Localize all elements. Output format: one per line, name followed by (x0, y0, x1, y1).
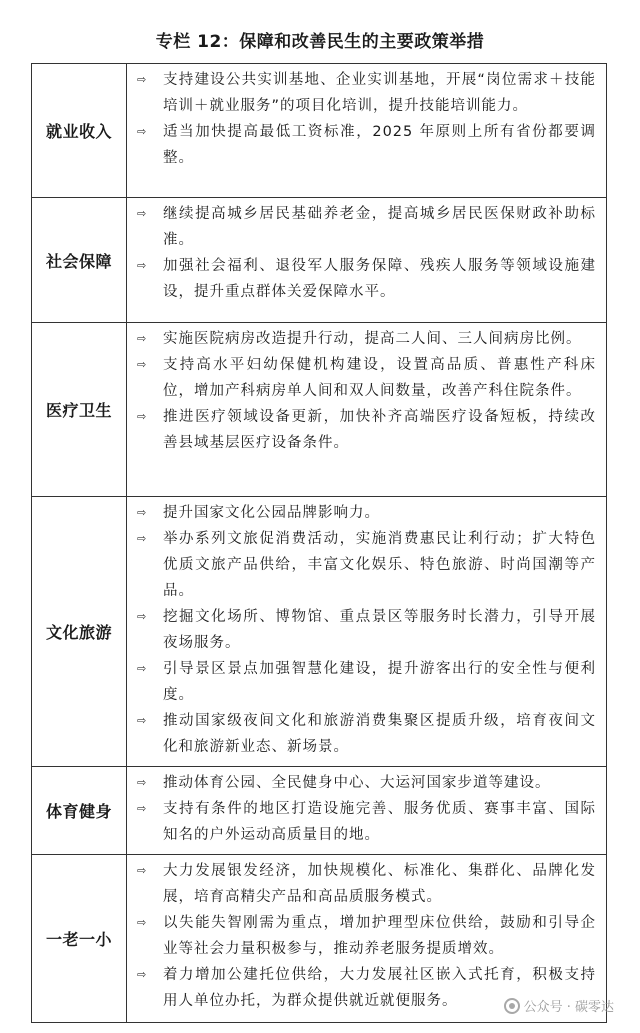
policy-item (137, 526, 596, 604)
section-row (32, 323, 607, 497)
policy-item-text: 实施医院病房改造提升行动，提高二人间、三人间病房比例。 (163, 331, 582, 347)
policy-item-text: 挖掘文化场所、博物馆、重点景区等服务时长潜力，引导开展夜场服务。 (163, 609, 596, 651)
policy-item (137, 253, 596, 305)
policy-item-text: 适当加快提高最低工资标准，2025 年原则上所有省份都要调整。 (163, 124, 596, 166)
policy-item-text: 引导景区景点加强智慧化建设，提升游客出行的安全性与便利度。 (163, 661, 596, 703)
arrow-bullet-icon: ⇨ (137, 125, 147, 138)
section-row (32, 64, 607, 198)
category-label: 医疗卫生 (32, 323, 127, 497)
policy-item-text: 加强社会福利、退役军人服务保障、残疾人服务等领域设施建设，提升重点群体关爱保障水平。 (163, 258, 596, 300)
policy-item-text: 大力发展银发经济，加快规模化、标准化、集群化、品牌化发展，培育高精尖产品和高品质服务模式。 (163, 863, 596, 905)
policy-item-text: 举办系列文旅促消费活动，实施消费惠民让利行动；扩大特色优质文旅产品供给，丰富文化娱乐、特色旅游、时尚国潮等产品。 (163, 531, 596, 599)
arrow-bullet-icon: ⇨ (137, 864, 147, 877)
policy-item-text: 提升国家文化公园品牌影响力。 (163, 505, 380, 521)
policy-item (137, 352, 596, 404)
category-label: 社会保障 (32, 198, 127, 323)
arrow-bullet-icon: ⇨ (137, 714, 147, 727)
watermark-text: 公众号 · 碳零达 (523, 1000, 614, 1015)
arrow-bullet-icon: ⇨ (137, 73, 147, 86)
arrow-bullet-icon: ⇨ (137, 776, 147, 789)
page-title: 专栏 12：保障和改善民生的主要政策举措 (155, 32, 485, 52)
policy-item (137, 858, 596, 910)
wechat-logo-icon (504, 998, 520, 1014)
section-row (32, 497, 607, 767)
policy-item-text: 继续提高城乡居民基础养老金，提高城乡居民医保财政补助标准。 (163, 206, 596, 248)
policy-item (137, 796, 596, 848)
policy-item-text: 支持高水平妇幼保健机构建设，设置高品质、普惠性产科床位，增加产科病房单人间和双人间数量，改善产科住院条件。 (163, 357, 596, 399)
policy-item-text: 推进医疗领域设备更新，加快补齐高端医疗设备短板，持续改善县域基层医疗设备条件。 (163, 409, 596, 451)
arrow-bullet-icon: ⇨ (137, 610, 147, 623)
category-label: 就业收入 (32, 64, 127, 198)
policy-item (137, 500, 596, 526)
policy-table-body (32, 64, 607, 1023)
arrow-bullet-icon: ⇨ (137, 506, 147, 519)
policy-items (127, 64, 607, 198)
policy-item (137, 604, 596, 656)
policy-item-text: 推动国家级夜间文化和旅游消费集聚区提质升级，培育夜间文化和旅游新业态、新场景。 (163, 713, 596, 755)
policy-item (137, 67, 596, 119)
policy-items (127, 198, 607, 323)
policy-items (127, 323, 607, 497)
arrow-bullet-icon: ⇨ (137, 207, 147, 220)
category-label: 体育健身 (32, 767, 127, 855)
policy-item-text: 推动体育公园、全民健身中心、大运河国家步道等建设。 (163, 775, 551, 791)
category-label: 文化旅游 (32, 497, 127, 767)
policy-item-text: 以失能失智刚需为重点，增加护理型床位供给，鼓励和引导企业等社会力量积极参与，推动养老服务提质增效。 (163, 915, 596, 957)
policy-item (137, 404, 596, 456)
policy-item (137, 201, 596, 253)
policy-item (137, 326, 596, 352)
arrow-bullet-icon: ⇨ (137, 259, 147, 272)
watermark (504, 996, 614, 1015)
policy-item (137, 708, 596, 760)
arrow-bullet-icon: ⇨ (137, 410, 147, 423)
policy-item (137, 910, 596, 962)
policy-table (31, 63, 607, 1023)
policy-item-text: 着力增加公建托位供给，大力发展社区嵌入式托育，积极支持用人单位办托，为群众提供就近就便服务。 (163, 967, 596, 1009)
section-row (32, 198, 607, 323)
category-label: 一老一小 (32, 855, 127, 1023)
arrow-bullet-icon: ⇨ (137, 358, 147, 371)
policy-items (127, 497, 607, 767)
arrow-bullet-icon: ⇨ (137, 916, 147, 929)
policy-item-text: 支持有条件的地区打造设施完善、服务优质、赛事丰富、国际知名的户外运动高质量目的地。 (163, 801, 596, 843)
policy-item-text: 支持建设公共实训基地、企业实训基地，开展“岗位需求＋技能培训＋就业服务”的项目化培训，提升技能培训能力。 (163, 72, 596, 114)
policy-item (137, 656, 596, 708)
policy-items (127, 767, 607, 855)
arrow-bullet-icon: ⇨ (137, 532, 147, 545)
arrow-bullet-icon: ⇨ (137, 802, 147, 815)
policy-item (137, 119, 596, 171)
arrow-bullet-icon: ⇨ (137, 968, 147, 981)
policy-item (137, 770, 596, 796)
section-row (32, 767, 607, 855)
arrow-bullet-icon: ⇨ (137, 332, 147, 345)
arrow-bullet-icon: ⇨ (137, 662, 147, 675)
